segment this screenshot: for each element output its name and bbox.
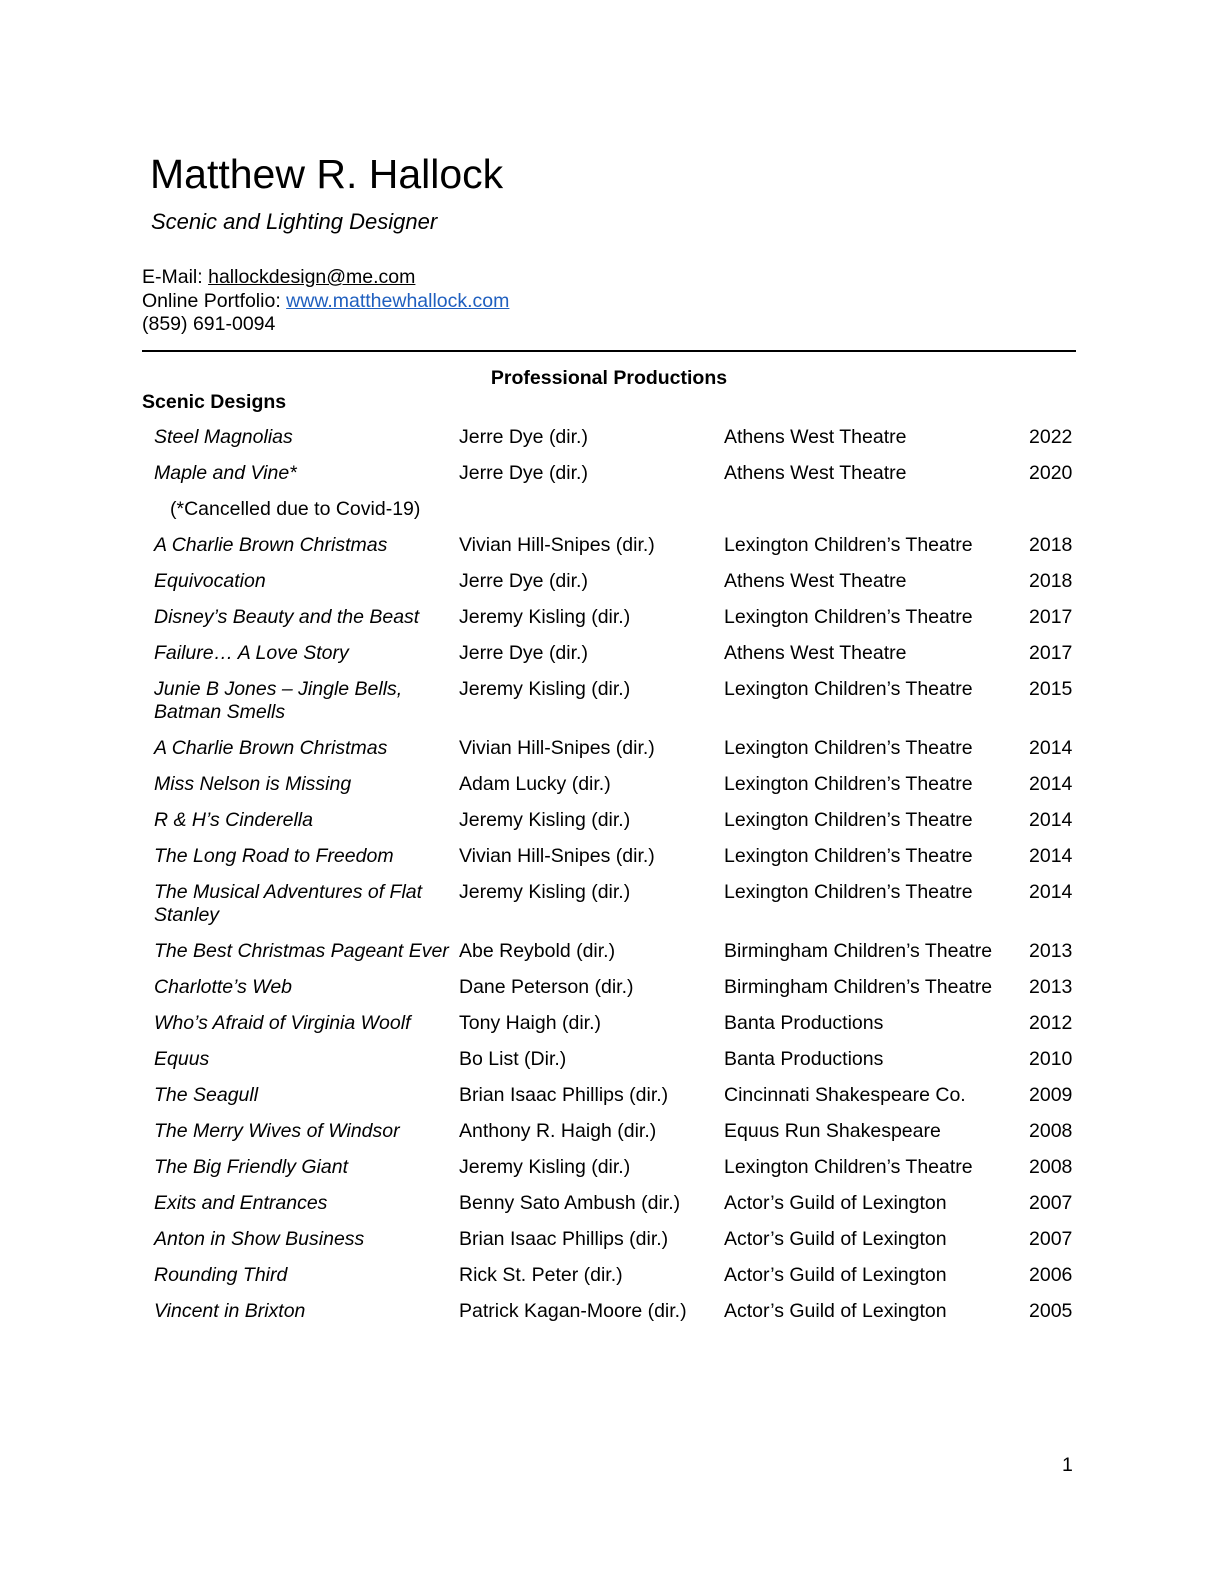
section-heading: Professional Productions: [490, 367, 728, 389]
production-venue: Actor’s Guild of Lexington: [724, 1264, 947, 1286]
production-director: Jerre Dye (dir.): [459, 642, 588, 664]
production-year: 2010: [1029, 1048, 1073, 1070]
contact-block: [142, 266, 509, 337]
table-row: [142, 636, 1087, 672]
table-row: [142, 1078, 1087, 1114]
production-venue: Lexington Children’s Theatre: [724, 881, 973, 903]
production-title: The Long Road to Freedom: [154, 845, 394, 867]
table-row: [142, 1114, 1087, 1150]
production-venue: Lexington Children’s Theatre: [724, 534, 973, 556]
production-venue: Cincinnati Shakespeare Co.: [724, 1084, 966, 1106]
production-venue: Lexington Children’s Theatre: [724, 845, 973, 867]
subsection-heading: Scenic Designs: [142, 391, 287, 413]
production-venue: Lexington Children’s Theatre: [724, 1156, 973, 1178]
production-title: Junie B Jones – Jingle Bells, Batman Smells: [154, 678, 403, 723]
table-row: [142, 803, 1087, 839]
production-title: Steel Magnolias: [154, 426, 293, 448]
portfolio-line: [142, 290, 509, 314]
production-title: The Seagull: [154, 1084, 259, 1106]
production-venue: Actor’s Guild of Lexington: [724, 1192, 947, 1214]
table-row: [142, 731, 1087, 767]
production-title: The Big Friendly Giant: [154, 1156, 349, 1178]
production-title: The Merry Wives of Windsor: [154, 1120, 400, 1142]
production-title: Exits and Entrances: [154, 1192, 328, 1214]
production-venue: Banta Productions: [724, 1012, 884, 1034]
production-year: 2014: [1029, 809, 1073, 831]
production-director: Jerre Dye (dir.): [459, 570, 588, 592]
production-venue: Lexington Children’s Theatre: [724, 678, 973, 700]
production-director: Abe Reybold (dir.): [459, 940, 616, 962]
production-venue: Athens West Theatre: [724, 642, 907, 664]
page-number: 1: [1062, 1454, 1073, 1476]
production-year: 2012: [1029, 1012, 1073, 1034]
production-director: Jerre Dye (dir.): [459, 462, 588, 484]
production-title: Equivocation: [154, 570, 266, 592]
production-venue: Equus Run Shakespeare: [724, 1120, 941, 1142]
table-row: [142, 456, 1087, 492]
production-title: Miss Nelson is Missing: [154, 773, 352, 795]
table-row: [142, 1186, 1087, 1222]
production-year: 2014: [1029, 773, 1073, 795]
table-row: [142, 970, 1087, 1006]
table-row: [142, 600, 1087, 636]
table-row: [142, 492, 1087, 528]
production-year: 2017: [1029, 642, 1073, 664]
production-title: Disney’s Beauty and the Beast: [154, 606, 420, 628]
table-row: [142, 1294, 1087, 1330]
production-director: Vivian Hill-Snipes (dir.): [459, 737, 655, 759]
production-year: 2005: [1029, 1300, 1073, 1322]
production-year: 2020: [1029, 462, 1073, 484]
production-title: Charlotte’s Web: [154, 976, 293, 998]
portfolio-link[interactable]: www.matthewhallock.com: [286, 289, 510, 312]
horizontal-divider: [142, 350, 1076, 352]
email-line: [142, 266, 509, 290]
table-row: [142, 934, 1087, 970]
production-venue: Lexington Children’s Theatre: [724, 606, 973, 628]
production-year: 2014: [1029, 737, 1073, 759]
table-row: [142, 1150, 1087, 1186]
phone-number: (859) 691-0094: [142, 313, 276, 335]
production-director: Dane Peterson (dir.): [459, 976, 634, 998]
table-row: [142, 1258, 1087, 1294]
production-year: 2009: [1029, 1084, 1073, 1106]
production-venue: Athens West Theatre: [724, 570, 907, 592]
production-year: 2013: [1029, 940, 1073, 962]
email-label: E-Mail:: [142, 266, 209, 288]
production-title: Rounding Third: [154, 1264, 288, 1286]
production-venue: Banta Productions: [724, 1048, 884, 1070]
production-title: Failure… A Love Story: [154, 642, 349, 664]
production-venue: Actor’s Guild of Lexington: [724, 1228, 947, 1250]
production-year: 2015: [1029, 678, 1073, 700]
production-year: 2018: [1029, 534, 1073, 556]
portfolio-label: Online Portfolio:: [142, 289, 287, 312]
production-title: A Charlie Brown Christmas: [154, 534, 388, 556]
production-title: A Charlie Brown Christmas: [154, 737, 388, 759]
production-title: Maple and Vine*: [154, 462, 297, 484]
production-venue: Birmingham Children’s Theatre: [724, 940, 993, 962]
production-year: 2018: [1029, 570, 1073, 592]
production-director: Anthony R. Haigh (dir.): [459, 1120, 657, 1142]
production-year: 2022: [1029, 426, 1073, 448]
production-title: R & H’s Cinderella: [154, 809, 313, 831]
production-venue: Lexington Children’s Theatre: [724, 737, 973, 759]
resume-subtitle: Scenic and Lighting Designer: [151, 209, 438, 234]
table-row: [142, 767, 1087, 803]
production-director: Jeremy Kisling (dir.): [459, 809, 631, 831]
production-director: Vivian Hill-Snipes (dir.): [459, 845, 655, 867]
production-title: Anton in Show Business: [154, 1228, 365, 1250]
table-row: [142, 1006, 1087, 1042]
production-title: Vincent in Brixton: [154, 1300, 306, 1322]
production-venue: Lexington Children’s Theatre: [724, 773, 973, 795]
table-row: [142, 564, 1087, 600]
production-title: Who’s Afraid of Virginia Woolf: [154, 1012, 411, 1034]
table-row: [142, 672, 1087, 731]
production-venue: Birmingham Children’s Theatre: [724, 976, 993, 998]
production-director: Jeremy Kisling (dir.): [459, 678, 631, 700]
table-row: [142, 1042, 1087, 1078]
production-director: Benny Sato Ambush (dir.): [459, 1192, 681, 1214]
production-venue: Athens West Theatre: [724, 426, 907, 448]
production-year: 2008: [1029, 1156, 1073, 1178]
email-link[interactable]: hallockdesign@me.com: [208, 266, 416, 288]
production-venue: Athens West Theatre: [724, 462, 907, 484]
production-year: 2007: [1029, 1228, 1073, 1250]
production-director: Jeremy Kisling (dir.): [459, 1156, 631, 1178]
production-year: 2013: [1029, 976, 1073, 998]
production-director: Rick St. Peter (dir.): [459, 1264, 623, 1286]
production-title: The Best Christmas Pageant Ever: [154, 940, 449, 962]
production-venue: Lexington Children’s Theatre: [724, 809, 973, 831]
table-row: [142, 1222, 1087, 1258]
production-director: Brian Isaac Phillips (dir.): [459, 1228, 669, 1250]
production-director: Tony Haigh (dir.): [459, 1012, 601, 1034]
table-row: [142, 839, 1087, 875]
production-director: Vivian Hill-Snipes (dir.): [459, 534, 655, 556]
production-director: Bo List (Dir.): [459, 1048, 567, 1070]
production-note: (*Cancelled due to Covid-19): [170, 498, 421, 520]
production-title: Equus: [154, 1048, 210, 1070]
production-year: 2014: [1029, 881, 1073, 903]
production-year: 2006: [1029, 1264, 1073, 1286]
production-director: Jeremy Kisling (dir.): [459, 606, 631, 628]
production-title: The Musical Adventures of Flat Stanley: [154, 881, 423, 926]
table-row: [142, 420, 1087, 456]
production-director: Patrick Kagan-Moore (dir.): [459, 1300, 687, 1322]
production-director: Brian Isaac Phillips (dir.): [459, 1084, 669, 1106]
production-director: Adam Lucky (dir.): [459, 773, 611, 795]
production-venue: Actor’s Guild of Lexington: [724, 1300, 947, 1322]
productions-table: [142, 420, 1087, 1330]
production-director: Jerre Dye (dir.): [459, 426, 588, 448]
production-year: 2014: [1029, 845, 1073, 867]
table-row: [142, 528, 1087, 564]
production-director: Jeremy Kisling (dir.): [459, 881, 631, 903]
table-row: [142, 875, 1087, 934]
resume-name: Matthew R. Hallock: [150, 151, 504, 197]
production-year: 2017: [1029, 606, 1073, 628]
production-year: 2007: [1029, 1192, 1073, 1214]
production-year: 2008: [1029, 1120, 1073, 1142]
